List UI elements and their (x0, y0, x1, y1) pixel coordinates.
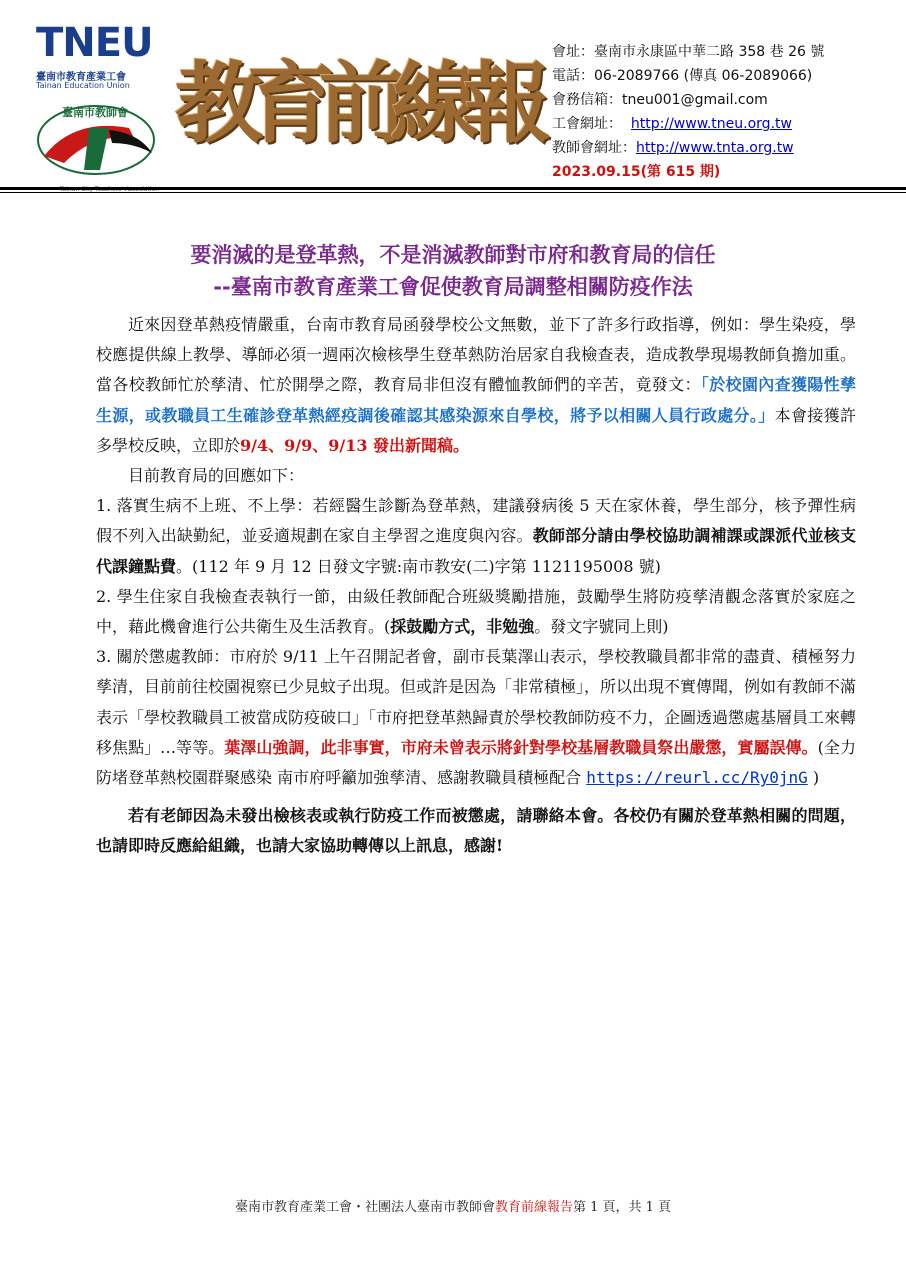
item3-red: 葉澤山強調，此非事實，市府未曾表示將針對學校基層教職員祭出嚴懲，實屬誤傳。 (224, 737, 818, 757)
article-body (96, 310, 856, 862)
teacher-logo-text: 臺南市教師會 (62, 106, 128, 119)
intro-text-2: 本會接獲許多學校反映，立即於 (96, 405, 856, 455)
item3-ref: (全力防堵登革熱校園群聚感染 南市府呼籲加強孳清、感謝教職員積極配合 (96, 737, 856, 788)
phone: 電話：06-2089766 (傳真 06-2089066) (552, 68, 813, 84)
item3-text: 3. 關於懲處教師：市府於 9/11 上午召開記者會，副市長葉澤山表示，學校教職員都非常的盡責、積極努力孳清，目前前往校園視察已少見蚊子出現。但或許是因為「非常積極」，所以出現不實傳聞，例如有教師不滿表示「學校教職員工被當成防疫破口」「市府把登革熱歸責於學校教師防疫不力，企圖透過懲處基層員工來轉移焦點」…等等。 (96, 647, 857, 757)
article-title: 要消滅的是登革熱，不是消滅教師對市府和教育局的信任 (190, 243, 716, 267)
email: 會務信箱：tneu001@gmail.com (552, 92, 768, 108)
item2-ref: 。發文字號同上則) (534, 617, 669, 637)
item1-ref: 。(112 年 9 月 12 日發文字號:南市教安(二)字第 1121195008 號) (176, 556, 661, 576)
list-item-1 (96, 491, 856, 582)
item2-bold: 採鼓勵方式，非勉強 (390, 617, 535, 637)
teacher-website-row (552, 136, 824, 160)
address: 會址：臺南市永康區中華二路 358 巷 26 號 (552, 44, 825, 60)
list-item-3 (96, 642, 856, 793)
masthead-char: 報 (462, 52, 551, 155)
union-name-en: Tainan Education Union (36, 81, 130, 90)
union-name-zh: 臺南市教育產業工會 (36, 72, 126, 83)
page-footer (0, 1196, 906, 1215)
union-website-row (552, 112, 824, 136)
header (0, 0, 906, 190)
union-website-label: 工會網址： (552, 116, 622, 132)
union-logo-area (30, 20, 165, 180)
issue-date: 2023.09.15(第 615 期) (552, 164, 721, 180)
paragraph-response-intro: 目前教育局的回應如下： (128, 466, 305, 486)
intro-text: 近來因登革熱疫情嚴重，台南市教育局函發學校公文無數，並下了許多行政指導，例如：學生染疫，學校應提供線上教學、導師必須一週兩次檢核學生登革熱防治居家自我檢查表，造成教學現場教師負擔加重。當各校教師忙於孳清、忙於開學之際，教育局非但沒有體恤教師們的辛苦，竟發文： (96, 315, 856, 395)
list-item-2 (96, 582, 856, 642)
news-link[interactable]: https://reurl.cc/Ry0jnG (586, 768, 808, 788)
item3-close: ) (807, 768, 820, 788)
footer-page-number: 第 1 頁，共 1 頁 (572, 1200, 672, 1215)
item1-bold: 教師部分請由學校協助調補課或課派代並核支代課鐘點費 (96, 526, 856, 576)
footer-org: 臺南市教育產業工會・社團法人臺南市教師會 (234, 1200, 495, 1215)
masthead-char: 教 (174, 52, 263, 155)
item1-text: 1. 落實生病不上班、不上學：若經醫生診斷為登革熱，建議發病後 5 天在家休養，學生部分，核予彈性病假不列入出缺勤紀，並妥適規劃在家自主學習之進度與內容。 (96, 496, 856, 546)
masthead-title (172, 44, 551, 164)
article-subtitle: --臺南市教育產業工會促使教育局調整相關防疫作法 (213, 275, 693, 299)
tneu-logo-text: TNEU (36, 20, 153, 66)
press-release-dates: 9/4、9/9、9/13 發出新聞稿。 (240, 435, 470, 455)
header-divider-thin (0, 192, 906, 193)
quoted-directive: 「於校園內查獲陽性孳生源，或教職員工生確診登革熱經疫調後確認其感染源來自學校，將予以相關人員行政處分。」 (96, 375, 856, 425)
item2-text: 2. 學生住家自我檢查表執行一節，由級任教師配合班級獎勵措施，鼓勵學生將防疫孳清觀念落實於家庭之中，藉此機會進行公共衛生及生活教育。( (96, 586, 856, 637)
masthead-char: 前 (318, 52, 407, 155)
paragraph-intro (96, 310, 856, 461)
contact-info (552, 40, 824, 184)
teacher-website-label: 教師會網址： (552, 140, 636, 156)
masthead-char: 線 (390, 52, 479, 155)
footer-publication: 教育前線報告 (494, 1200, 573, 1215)
closing-paragraph: 若有老師因為未發出檢核表或執行防疫工作而被懲處，請聯絡本會。各校仍有關於登革熱相關的問題，也請即時反應給組織，也請大家協助轉傳以上訊息，感謝! (96, 806, 856, 856)
teacher-website-link[interactable]: http://www.tnta.org.tw (636, 140, 794, 156)
header-divider-thick (0, 187, 906, 190)
union-website-link[interactable]: http://www.tneu.org.tw (630, 116, 792, 132)
masthead-char: 育 (246, 52, 335, 155)
